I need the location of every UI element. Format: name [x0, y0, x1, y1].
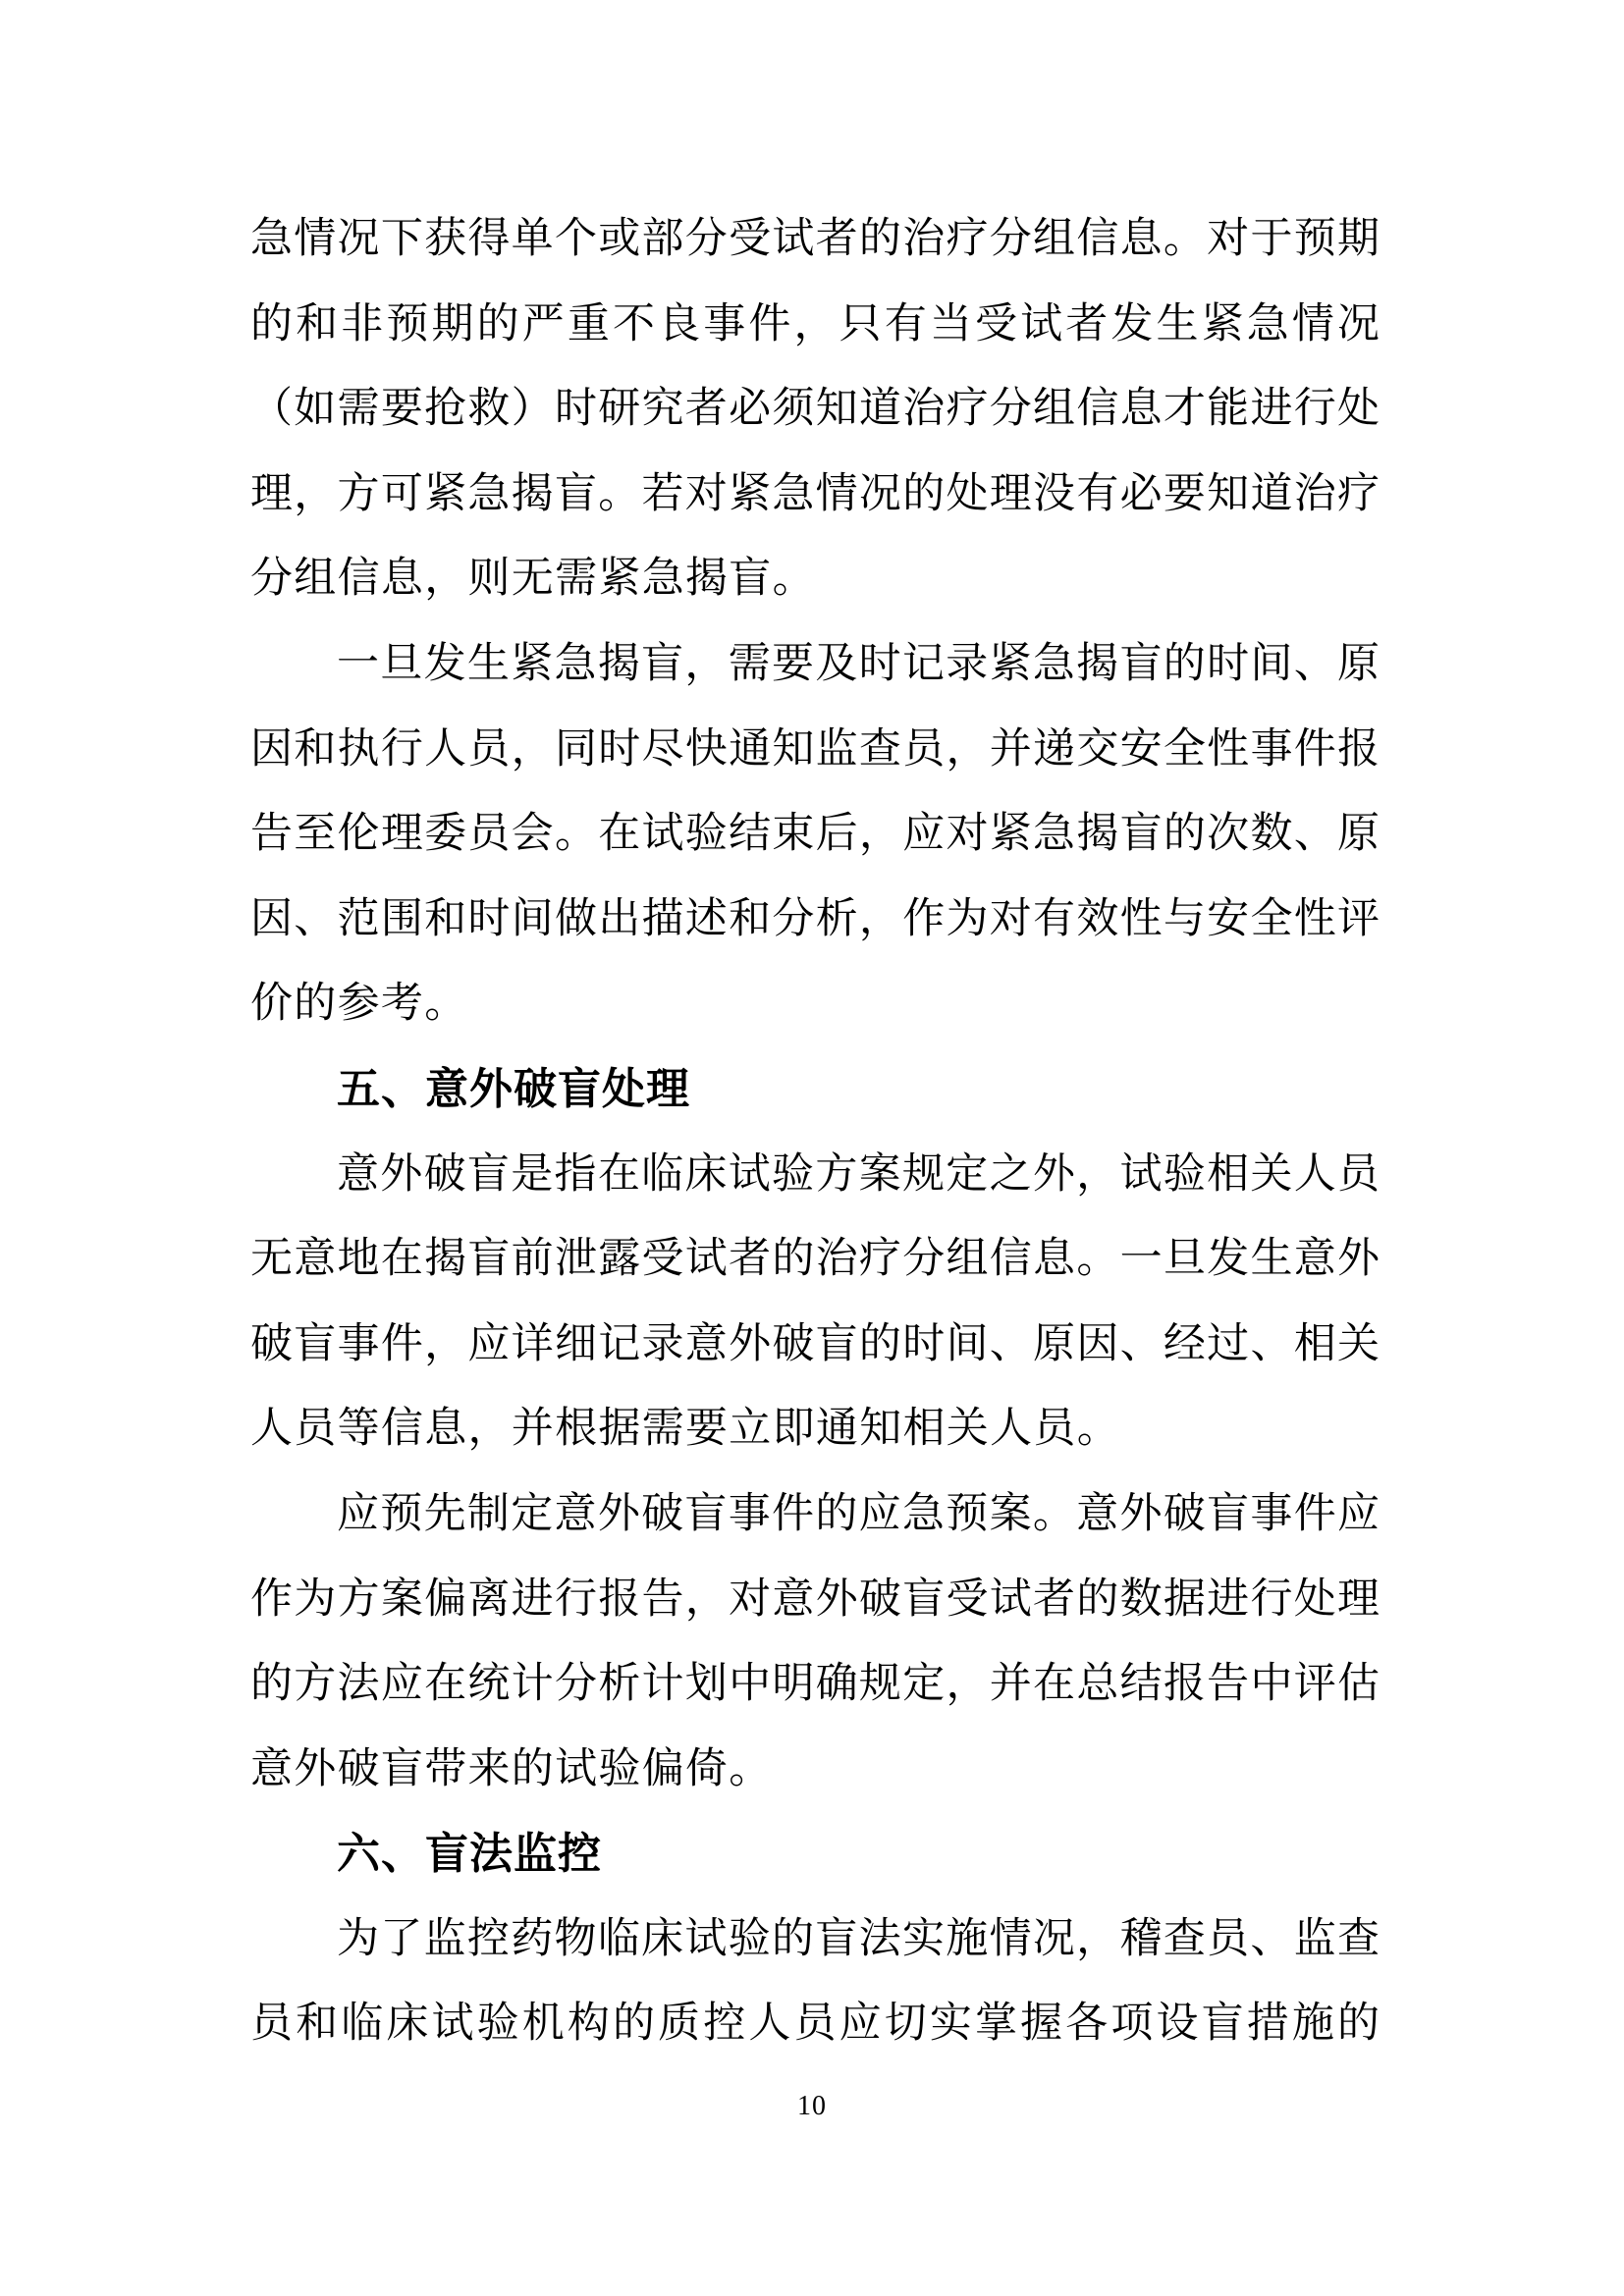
- text-line: 告至伦理委员会。在试验结束后，应对紧急揭盲的次数、原: [250, 811, 1380, 858]
- text-line: 为了监控药物临床试验的盲法实施情况，稽查员、监查: [337, 1915, 1380, 1962]
- text-block: [250, 197, 1380, 2067]
- text-line: 因和执行人员，同时尽快通知监查员，并递交安全性事件报: [250, 725, 1380, 773]
- text-line: 的和非预期的严重不良事件，只有当受试者发生紧急情况: [250, 300, 1380, 347]
- text-line: 应预先制定意外破盲事件的应急预案。意外破盲事件应: [337, 1490, 1380, 1537]
- text-line: 一旦发生紧急揭盲，需要及时记录紧急揭盲的时间、原: [337, 640, 1380, 687]
- text-line: 作为方案偏离进行报告，对意外破盲受试者的数据进行处理: [250, 1575, 1380, 1623]
- text-line: 价的参考。: [250, 981, 468, 1028]
- text-line: 分组信息，则无需紧急揭盲。: [250, 556, 816, 603]
- section-heading-6: 六、盲法监控: [337, 1830, 602, 1879]
- text-line: 无意地在揭盲前泄露受试者的治疗分组信息。一旦发生意外: [250, 1236, 1380, 1283]
- section-heading-5: 五、意外破盲处理: [337, 1064, 690, 1113]
- text-line: （如需要抢救）时研究者必须知道治疗分组信息才能进行处: [250, 386, 1380, 433]
- text-line: 的方法应在统计分析计划中明确规定，并在总结报告中评估: [250, 1661, 1380, 1708]
- text-line: 因、范围和时间做出描述和分析，作为对有效性与安全性评: [250, 895, 1380, 942]
- text-line: 破盲事件，应详细记录意外破盲的时间、原因、经过、相关: [250, 1320, 1380, 1367]
- text-line: 人员等信息，并根据需要立即通知相关人员。: [250, 1406, 1120, 1453]
- text-line: 理，方可紧急揭盲。若对紧急情况的处理没有必要知道治疗: [250, 470, 1380, 517]
- text-line: 意外破盲是指在临床试验方案规定之外，试验相关人员: [337, 1150, 1380, 1198]
- text-line: 意外破盲带来的试验偏倚。: [250, 1745, 773, 1792]
- text-line: 员和临床试验机构的质控人员应切实掌握各项设盲措施的: [250, 2001, 1380, 2048]
- page-number: 10: [797, 2091, 827, 2121]
- text-line: 急情况下获得单个或部分受试者的治疗分组信息。对于预期: [250, 216, 1380, 262]
